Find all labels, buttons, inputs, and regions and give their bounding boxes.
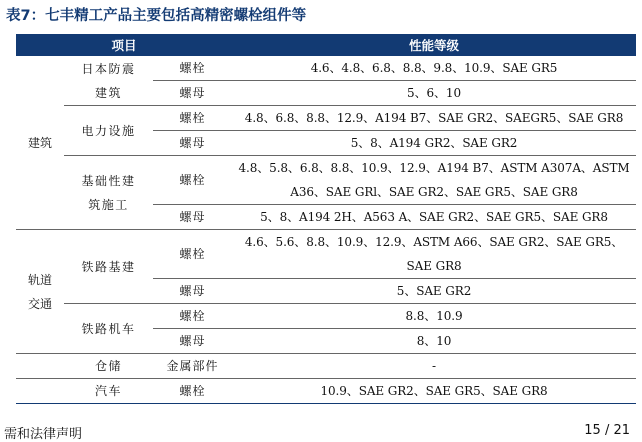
grade-cell: 4.8、6.8、8.8、12.9、A194 B7、SAE GR2、SAEGR5、SAE GR8 xyxy=(232,106,636,131)
part-cell: 金属部件 xyxy=(153,354,232,379)
grade-cell: 5、8、A194 GR2、SAE GR2 xyxy=(232,131,636,156)
table-row xyxy=(16,354,636,379)
grade-cell: 8、10 xyxy=(232,329,636,354)
part-cell: 螺栓 xyxy=(153,230,232,279)
subcategory-cell: 仓储 xyxy=(64,354,153,379)
grade-cell: 4.6、4.8、6.8、8.8、9.8、10.9、SAE GR5 xyxy=(310,61,558,75)
table-caption: 表7：七丰精工产品主要包括高精密螺栓组件等 xyxy=(6,8,307,24)
part-cell: 螺母 xyxy=(153,205,232,230)
table-row xyxy=(16,156,636,205)
header-item: 项目 xyxy=(16,34,232,56)
subcategory-cell: 铁路基建 xyxy=(64,230,153,304)
grade-line: A36、SAE GRl、SAE GR2、SAE GR5、SAE GR8 xyxy=(290,185,578,199)
header-grade: 性能等级 xyxy=(232,34,636,56)
category-cell: 建筑 xyxy=(27,135,52,150)
grade-cell: 5、8、A194 2H、A563 A、SAE GR2、SAE GR5、SAE GR8 xyxy=(232,205,636,230)
part-cell: 螺母 xyxy=(153,329,232,354)
table-row xyxy=(16,304,636,329)
grade-line: SAE GR8 xyxy=(406,259,462,273)
grade-cell xyxy=(232,156,636,205)
table-row xyxy=(16,56,636,81)
footer-disclaimer: 需和法律声明 xyxy=(4,427,83,442)
part-cell: 螺栓 xyxy=(153,156,232,205)
table-row xyxy=(16,379,636,404)
subcategory-cell: 电力设施 xyxy=(64,106,153,156)
subcategory-cell: 汽车 xyxy=(64,379,153,404)
table-row xyxy=(16,230,636,279)
grade-cell: 5、6、10 xyxy=(232,81,636,106)
part-cell: 螺栓 xyxy=(153,304,232,329)
category-cell xyxy=(16,379,64,404)
grade-cell: - xyxy=(232,354,636,379)
category-cell xyxy=(16,354,64,379)
grade-cell: 8.8、10.9 xyxy=(232,304,636,329)
subcategory-cell: 铁路机车 xyxy=(64,304,153,354)
part-cell: 螺母 xyxy=(153,279,232,304)
category-cell: 轨道交通 xyxy=(16,230,64,354)
grades-table xyxy=(16,34,636,404)
table-row xyxy=(16,106,636,131)
page-number: 15 / 21 xyxy=(584,423,630,438)
grade-cell: 10.9、SAE GR2、SAE GR5、SAE GR8 xyxy=(232,379,636,404)
part-cell: 螺栓 xyxy=(153,379,232,404)
subcategory-cell: 基础性建筑施工 xyxy=(64,156,153,230)
grade-line: 4.6、5.6、8.8、10.9、12.9、ASTM A66、SAE GR2、SAE GR5、 xyxy=(244,235,624,249)
part-cell: 螺栓 xyxy=(153,106,232,131)
grade-cell xyxy=(232,230,636,279)
grade-cell: 5、SAE GR2 xyxy=(232,279,636,304)
grade-line: 4.8、5.8、6.8、8.8、10.9、12.9、A194 B7、ASTM A307A、ASTM xyxy=(238,161,630,175)
subcategory-cell: 日本防震建筑 xyxy=(81,61,136,100)
table-header-row xyxy=(16,34,636,56)
part-cell: 螺母 xyxy=(153,131,232,156)
part-cell: 螺母 xyxy=(153,81,232,106)
part-cell: 螺栓 xyxy=(179,61,206,75)
